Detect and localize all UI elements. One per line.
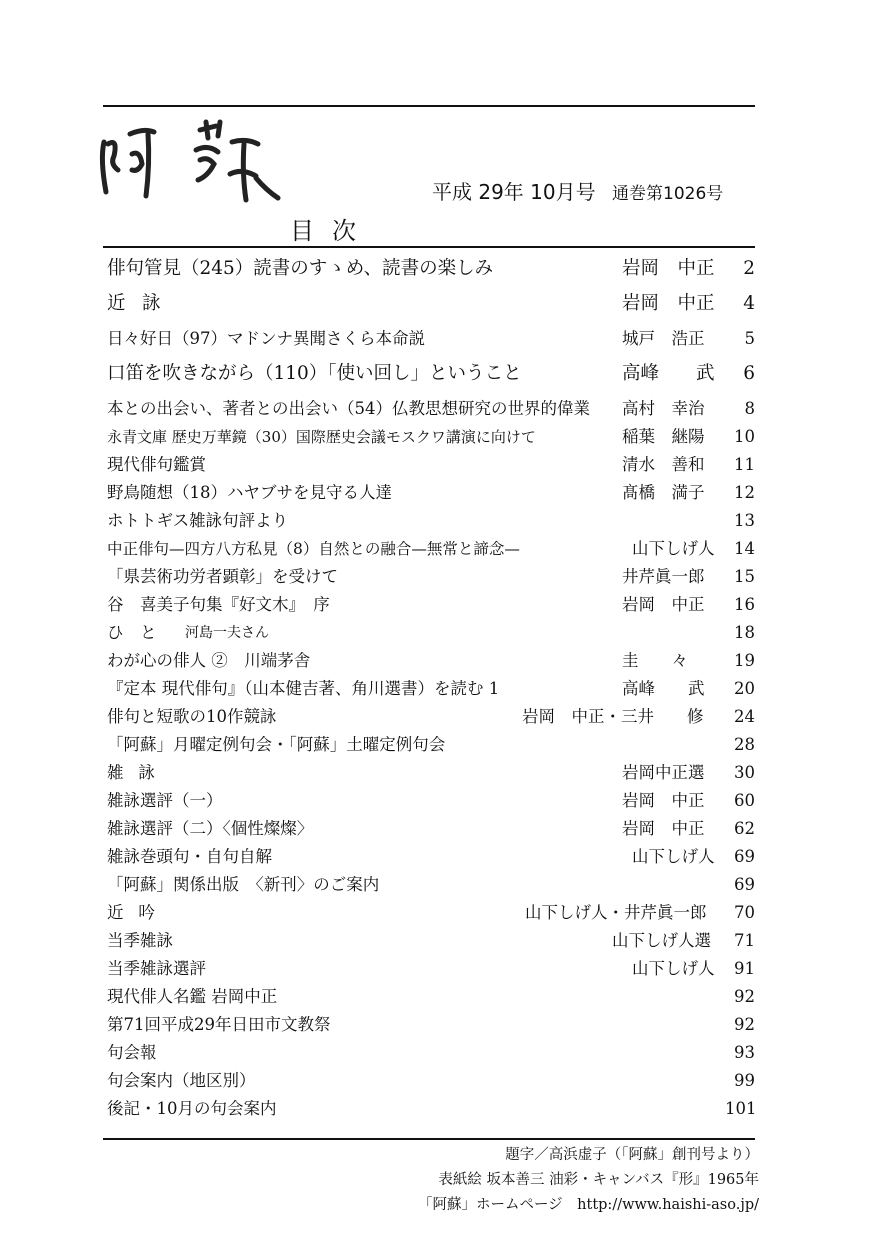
- heading-rule: [103, 246, 755, 248]
- toc-page: 19: [734, 651, 755, 670]
- toc-title: 雑詠: [107, 763, 170, 782]
- toc-title: 俳句管見（245）読書のすゝめ、読書の楽しみ: [107, 258, 494, 279]
- toc-heading: 目次: [290, 217, 374, 245]
- toc-row[interactable]: [107, 256, 755, 282]
- toc-title: 現代俳人名鑑 岩岡中正: [107, 987, 278, 1006]
- toc-row[interactable]: [107, 928, 755, 954]
- toc-page: 30: [734, 763, 755, 782]
- volume-number: 通巻第1026号: [612, 184, 724, 204]
- toc-page: 99: [734, 1071, 755, 1090]
- toc-author: 圭 々: [622, 651, 688, 670]
- toc-row[interactable]: [107, 900, 755, 926]
- toc-author: 高峰 武: [622, 679, 705, 698]
- toc-page: 93: [734, 1043, 755, 1062]
- toc-author: 山下しげ人選: [612, 931, 711, 950]
- title-calligraphy-credit: 題字／高浜虚子（「阿蘇」創刊号より）: [505, 1147, 759, 1163]
- toc-page: 16: [734, 595, 755, 614]
- toc-author: 髙橋 満子: [622, 483, 705, 502]
- toc-row[interactable]: [107, 676, 755, 702]
- toc-page: 15: [734, 567, 755, 586]
- toc-row[interactable]: [107, 480, 755, 506]
- toc-title: 雑詠巻頭句・自句自解: [107, 847, 272, 866]
- toc-page: 60: [734, 791, 755, 810]
- toc-title: 中正俳句—四方八方私見（8）自然との融合—無常と諦念—: [107, 540, 520, 558]
- toc-author: 山下しげ人: [632, 539, 715, 558]
- toc-author: 高村 幸治: [622, 399, 705, 418]
- toc-row[interactable]: [107, 648, 755, 674]
- toc-page: 2: [743, 258, 755, 279]
- toc-row[interactable]: [107, 760, 755, 786]
- toc-title: 雑詠選評（二）〈個性燦燦〉: [107, 819, 314, 838]
- toc-row[interactable]: [107, 361, 755, 387]
- toc-title: 野鳥随想（18）ハヤブサを見守る人達: [107, 483, 392, 502]
- toc-row[interactable]: [107, 291, 755, 317]
- toc-page: 69: [734, 847, 755, 866]
- aso-calligraphy-logo: [96, 114, 296, 214]
- toc-author: 岩岡 中正: [622, 293, 715, 314]
- toc-page: 11: [734, 455, 755, 474]
- toc-page: 5: [744, 329, 755, 348]
- toc-page: 62: [734, 819, 755, 838]
- toc-page: 70: [734, 903, 755, 922]
- toc-row[interactable]: [107, 956, 755, 982]
- toc-row[interactable]: [107, 816, 755, 842]
- toc-title: 当季雑詠: [107, 931, 173, 950]
- toc-author: 岩岡 中正: [622, 819, 705, 838]
- bottom-rule: [103, 1138, 755, 1140]
- toc-title: 日々好日（97）マドンナ異聞さくら本命説: [107, 329, 425, 348]
- toc-title: 近吟: [107, 903, 170, 922]
- toc-row[interactable]: [107, 424, 755, 450]
- toc-page: 12: [734, 483, 755, 502]
- toc-page: 91: [734, 959, 755, 978]
- toc-row[interactable]: [107, 872, 755, 898]
- toc-author: 山下しげ人・井芹眞一郎: [525, 903, 707, 922]
- toc-author: 岩岡中正選: [622, 763, 705, 782]
- toc-title: 近詠: [107, 293, 178, 314]
- toc-page: 13: [734, 511, 755, 530]
- toc-title: 俳句と短歌の10作競詠: [107, 707, 277, 726]
- toc-title: 「県芸術功労者顕彰」を受けて: [107, 567, 338, 586]
- toc-row[interactable]: [107, 452, 755, 478]
- toc-subtitle: 河島一夫さん: [185, 625, 269, 641]
- toc-author: 岩岡 中正・三井 修: [522, 707, 704, 726]
- toc-author: 山下しげ人: [632, 959, 715, 978]
- toc-row[interactable]: [107, 1096, 755, 1122]
- toc-author: 高峰 武: [622, 363, 715, 384]
- toc-title: 第71回平成29年日田市文教祭: [107, 1015, 331, 1034]
- toc-row[interactable]: [107, 564, 755, 590]
- toc-title: わが心の俳人 ② 川端茅舎: [107, 651, 311, 670]
- toc-author: 岩岡 中正: [622, 791, 705, 810]
- toc-page: 6: [743, 363, 755, 384]
- toc-title: 句会報: [107, 1043, 157, 1062]
- toc-page: 24: [734, 707, 755, 726]
- toc-row[interactable]: [107, 326, 755, 352]
- toc-row[interactable]: [107, 984, 755, 1010]
- toc-row[interactable]: [107, 536, 755, 562]
- toc-row[interactable]: [107, 1068, 755, 1094]
- toc-author: 清水 善和: [622, 455, 705, 474]
- toc-row[interactable]: [107, 396, 755, 422]
- toc-title: 口笛を吹きながら（110）「使い回し」ということ: [107, 363, 522, 384]
- toc-page: 92: [734, 1015, 755, 1034]
- top-rule: [103, 105, 755, 107]
- toc-page: 14: [734, 539, 755, 558]
- toc-page: 20: [734, 679, 755, 698]
- toc-row[interactable]: [107, 592, 755, 618]
- toc-title: 『定本 現代俳句』（山本健吉著、角川選書）を読む 1: [107, 679, 500, 698]
- toc-row[interactable]: [107, 704, 755, 730]
- toc-title: 雑詠選評（一）: [107, 791, 223, 810]
- toc-title: 永青文庫 歴史万華鏡（30）国際歴史会議モスクワ講演に向けて: [107, 428, 536, 446]
- toc-title: ホトトギス雑詠句評より: [107, 511, 289, 530]
- issue-date: 平成 29年 10月号: [432, 180, 596, 204]
- toc-row[interactable]: [107, 844, 755, 870]
- homepage-link[interactable]: 「阿蘇」ホームページ http://www.haishi-aso.jp/: [417, 1197, 759, 1213]
- toc-page: 71: [734, 931, 755, 950]
- toc-title: 本との出会い、著者との出会い（54）仏教思想研究の世界的偉業: [107, 399, 590, 418]
- toc-row[interactable]: [107, 1040, 755, 1066]
- toc-title: 当季雑詠選評: [107, 959, 206, 978]
- toc-title: 「阿蘇」月曜定例句会・「阿蘇」土曜定例句会: [107, 735, 446, 754]
- toc-author: 井芹眞一郎: [622, 567, 705, 586]
- toc-row[interactable]: [107, 508, 755, 534]
- toc-row[interactable]: [107, 620, 755, 646]
- toc-page: 69: [734, 875, 755, 894]
- toc-page: 18: [734, 623, 755, 642]
- toc-author: 稲葉 継陽: [622, 427, 705, 446]
- toc-page: 8: [744, 399, 755, 418]
- cover-art-credit: 表紙絵 坂本善三 油彩・キャンバス『形』1965年: [438, 1172, 759, 1188]
- toc-title: 「阿蘇」関係出版 〈新刊〉のご案内: [107, 875, 380, 894]
- toc-row[interactable]: [107, 732, 755, 758]
- toc-title: 現代俳句鑑賞: [107, 455, 206, 474]
- toc-page: 10: [734, 427, 755, 446]
- toc-title: ひ と: [107, 623, 157, 642]
- toc-title: 後記・10月の句会案内: [107, 1099, 277, 1118]
- toc-author: 岩岡 中正: [622, 258, 715, 279]
- toc-page: 92: [734, 987, 755, 1006]
- toc-author: 城戸 浩正: [622, 329, 705, 348]
- toc-row[interactable]: [107, 788, 755, 814]
- toc-page: 28: [734, 735, 755, 754]
- toc-page: 4: [743, 293, 755, 314]
- toc-title: 句会案内（地区別）: [107, 1071, 256, 1090]
- toc-page: 101: [725, 1099, 757, 1118]
- toc-title: 谷 喜美子句集『好文木』 序: [107, 595, 330, 614]
- toc-author: 岩岡 中正: [622, 595, 705, 614]
- toc-author: 山下しげ人: [632, 847, 715, 866]
- toc-row[interactable]: [107, 1012, 755, 1038]
